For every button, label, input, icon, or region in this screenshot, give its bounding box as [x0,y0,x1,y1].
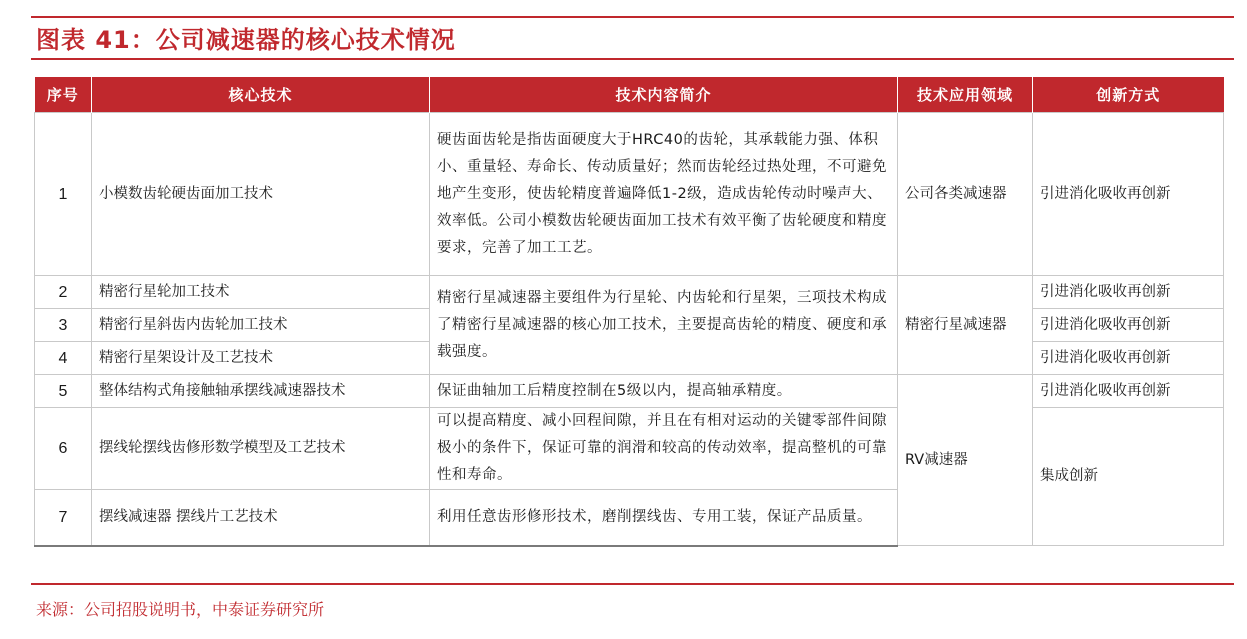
tech-description: 可以提高精度、减小回程间隙，并且在有相对运动的关键零部件间隙极小的条件下，保证可靠的润滑和较高的传动效率，提高整机的可靠性和寿命。 [430,408,898,490]
tech-description: 利用任意齿形修形技术，磨削摆线齿、专用工装，保证产品质量。 [430,490,898,546]
table-row [35,375,1224,408]
source-note: 来源：公司招股说明书，中泰证券研究所 [36,600,325,619]
row-number: 2 [35,276,92,309]
header-desc: 技术内容简介 [430,77,898,113]
innovation-mode: 集成创新 [1033,408,1224,546]
header-field: 技术应用领域 [898,77,1033,113]
tech-description: 保证曲轴加工后精度控制在5级以内，提高轴承精度。 [430,375,898,408]
row-number: 4 [35,342,92,375]
tech-name: 精密行星架设计及工艺技术 [92,342,430,375]
tech-description: 精密行星减速器主要组件为行星轮、内齿轮和行星架，三项技术构成了精密行星减速器的核心加工技术，主要提高齿轮的精度、硬度和承载强度。 [430,276,898,375]
tech-name: 小模数齿轮硬齿面加工技术 [92,113,430,276]
tech-name: 摆线减速器 摆线片工艺技术 [92,490,430,546]
figure-title: 图表 41：公司减速器的核心技术情况 [36,26,456,54]
innovation-mode: 引进消化吸收再创新 [1033,113,1224,276]
table-row [35,408,1224,490]
header-tech: 核心技术 [92,77,430,113]
tech-name: 精密行星轮加工技术 [92,276,430,309]
row-number: 1 [35,113,92,276]
title-divider [31,58,1234,60]
tech-name: 整体结构式角接触轴承摆线减速器技术 [92,375,430,408]
innovation-mode: 引进消化吸收再创新 [1033,342,1224,375]
row-number: 5 [35,375,92,408]
row-number: 7 [35,490,92,546]
header-mode: 创新方式 [1033,77,1224,113]
table-row [35,113,1224,276]
innovation-mode: 引进消化吸收再创新 [1033,375,1224,408]
tech-name: 精密行星斜齿内齿轮加工技术 [92,309,430,342]
header-no: 序号 [35,77,92,113]
application-field: 公司各类减速器 [898,113,1033,276]
table-header-row [35,77,1224,113]
row-number: 3 [35,309,92,342]
innovation-mode: 引进消化吸收再创新 [1033,276,1224,309]
core-technology-table [34,77,1224,547]
row-number: 6 [35,408,92,490]
tech-name: 摆线轮摆线齿修形数学模型及工艺技术 [92,408,430,490]
bottom-divider [31,583,1234,585]
application-field: RV减速器 [898,375,1033,546]
tech-description: 硬齿面齿轮是指齿面硬度大于HRC40的齿轮，其承载能力强、体积小、重量轻、寿命长、传动质量好；然而齿轮经过热处理，不可避免地产生变形，使齿轮精度普遍降低1-2级，造成齿轮传动时噪声大、效率低。公司小模数齿轮硬齿面加工技术有效平衡了齿轮硬度和精度要求，完善了加工工艺。 [430,113,898,276]
table-row [35,276,1224,309]
innovation-mode: 引进消化吸收再创新 [1033,309,1224,342]
top-divider [31,16,1234,18]
application-field: 精密行星减速器 [898,276,1033,375]
